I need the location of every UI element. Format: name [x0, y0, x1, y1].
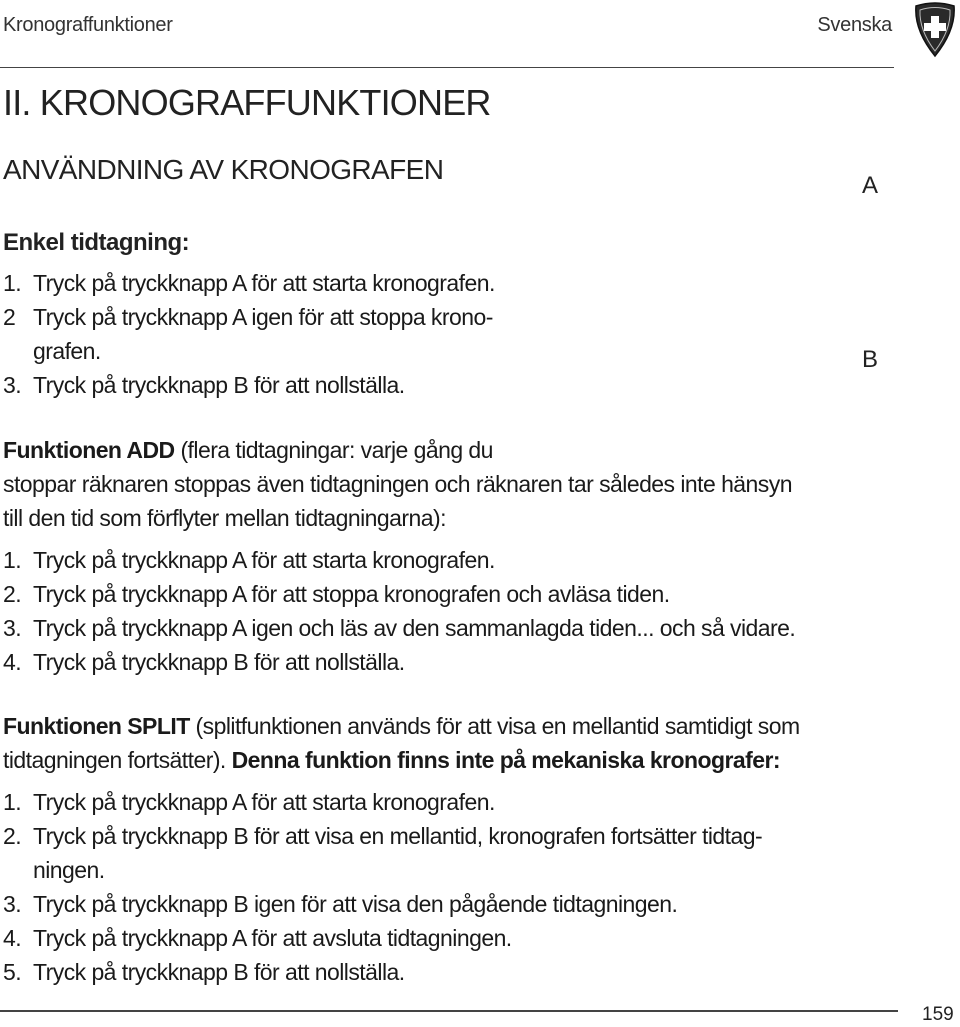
page-title: II. KRONOGRAFFUNKTIONER — [3, 82, 491, 123]
simple-timing-heading: Enkel tidtagning: — [3, 229, 190, 256]
section-header: Kronograffunktioner — [3, 14, 173, 36]
add-intro-line: stoppar räknaren stoppas även tidtagningen och räknaren tar således inte hänsyn — [3, 471, 792, 497]
split-intro: Funktionen SPLIT (splitfunktionen används för att visa en mellantid samtidigt som — [3, 713, 800, 739]
pusher-label-a: A — [862, 172, 879, 199]
add-intro: Funktionen ADD (flera tidtagningar: varje gång du — [3, 437, 493, 463]
list-item: 2. Tryck på tryckknapp B för att visa en mellantid, kronografen fortsätter tidtag- — [3, 823, 763, 849]
language-label: Svenska — [817, 14, 892, 36]
split-intro-line: tidtagningen fortsätter). Denna funktion finns inte på mekaniska kronografer: — [3, 747, 780, 773]
list-item: 5. Tryck på tryckknapp B för att nollställa. — [3, 959, 405, 985]
page-number: 159 — [922, 1004, 954, 1025]
list-item-continuation: grafen. — [33, 338, 101, 364]
list-item-continuation: ningen. — [33, 857, 105, 883]
list-item: 1. Tryck på tryckknapp A för att starta kronografen. — [3, 789, 495, 815]
section-subtitle: ANVÄNDNING AV KRONOGRAFEN — [3, 154, 444, 185]
list-item: 3. Tryck på tryckknapp A igen och läs av den sammanlagda tiden... och så vidare. — [3, 615, 796, 641]
list-item: 2. Tryck på tryckknapp A för att stoppa kronografen och avläsa tiden. — [3, 581, 670, 607]
list-item: 4. Tryck på tryckknapp B för att nollställa. — [3, 649, 405, 675]
swiss-cross-shield-icon — [910, 0, 960, 60]
footer-rule — [0, 1010, 898, 1012]
mechanical-warning: Denna funktion finns inte på mekaniska kronografer: — [231, 747, 780, 773]
list-item: 3. Tryck på tryckknapp B igen för att visa den pågående tidtagningen. — [3, 891, 678, 917]
add-intro-line: till den tid som förflyter mellan tidtagningarna): — [3, 505, 446, 531]
list-item: 4. Tryck på tryckknapp A för att avsluta tidtagningen. — [3, 925, 512, 951]
list-item: 1. Tryck på tryckknapp A för att starta kronografen. — [3, 270, 495, 296]
header-rule — [0, 67, 894, 68]
list-item: 2 Tryck på tryckknapp A igen för att stoppa krono- — [3, 304, 493, 330]
pusher-label-b: B — [862, 346, 879, 373]
list-item: 3. Tryck på tryckknapp B för att nollställa. — [3, 372, 405, 398]
list-item: 1. Tryck på tryckknapp A för att starta kronografen. — [3, 547, 495, 573]
